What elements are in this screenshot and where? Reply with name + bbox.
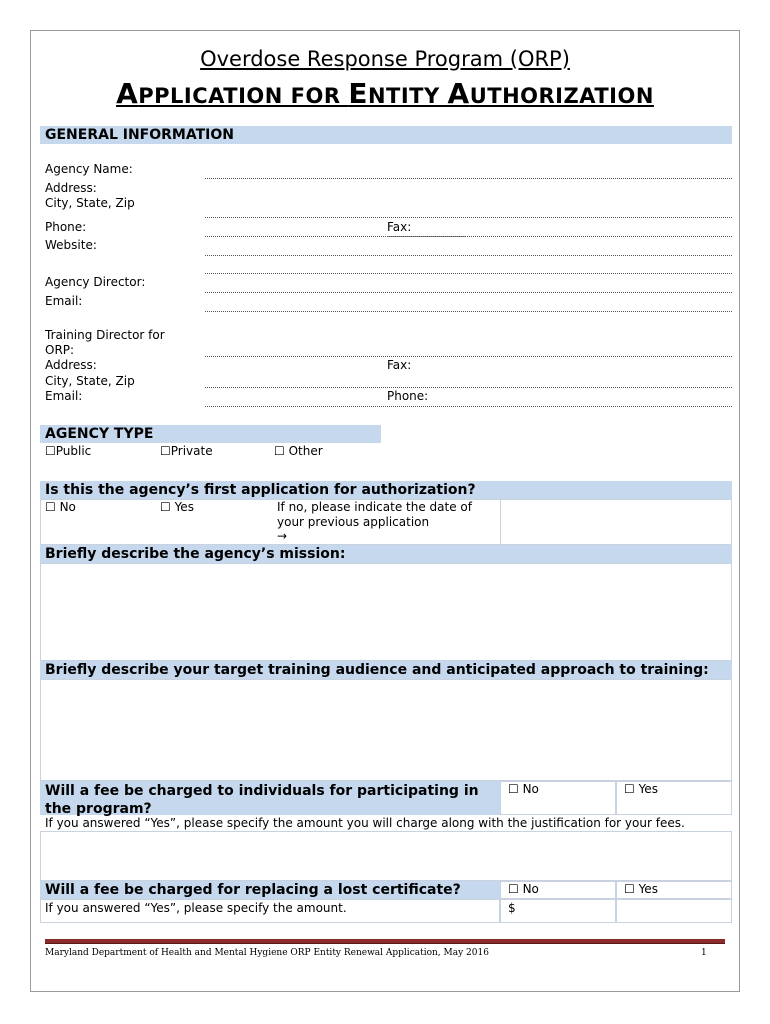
fee-specify-instruction: If you answered “Yes”, please specify the amount you will charge along with the justification for your fees.	[45, 816, 685, 830]
footer-text: Maryland Department of Health and Mental Hygiene ORP Entity Renewal Application, May 2016	[45, 948, 489, 958]
mission-heading: Briefly describe the agency’s mission:	[40, 545, 732, 563]
website-field[interactable]	[205, 255, 732, 256]
dollar-sign: $	[508, 901, 516, 915]
td-address-field[interactable]	[205, 387, 732, 388]
td-city-state-zip-label: City, State, Zip	[45, 374, 135, 388]
agency-name-field[interactable]	[205, 178, 732, 179]
td-email-label: Email:	[45, 389, 83, 403]
phone-field[interactable]	[205, 236, 732, 237]
if-no-instruction-2: your previous application	[277, 515, 430, 529]
email-label: Email:	[45, 294, 83, 308]
address-field[interactable]	[205, 217, 732, 218]
blank-line	[205, 273, 732, 274]
program-title: Overdose Response Program (ORP)	[200, 47, 570, 71]
first-app-no-checkbox[interactable]: ☐ No	[45, 500, 76, 514]
agency-name-label: Agency Name:	[45, 162, 133, 176]
first-app-yes-checkbox[interactable]: ☐ Yes	[160, 500, 194, 514]
lost-amount-field[interactable]	[500, 899, 616, 923]
address-label: Address:	[45, 181, 97, 195]
title-part: UTHORIZATION	[469, 84, 654, 108]
title-part: NTITY	[367, 84, 448, 108]
title-part: E	[348, 77, 368, 110]
email-field[interactable]	[205, 311, 732, 312]
fee-question-line-2: the program?	[45, 801, 152, 817]
footer-rule	[45, 939, 725, 944]
previous-date-field[interactable]	[500, 499, 732, 545]
fee-justification-field[interactable]	[40, 831, 732, 881]
title-part: PPLICATION FOR	[138, 84, 349, 108]
audience-heading: Briefly describe your target training audience and anticipated approach to training:	[40, 661, 732, 679]
public-checkbox[interactable]: ☐Public	[45, 444, 92, 458]
title-part: A	[116, 77, 139, 110]
website-label: Website:	[45, 238, 97, 252]
fee-question	[40, 781, 500, 815]
mission-textarea[interactable]	[40, 563, 732, 661]
general-information-heading: GENERAL INFORMATION	[40, 126, 732, 144]
training-director-label: Training Director for	[45, 328, 165, 342]
private-checkbox[interactable]: ☐Private	[160, 444, 213, 458]
fee-question-line: Will a fee be charged to individuals for participating in	[45, 783, 479, 799]
fax-label: Fax:	[387, 220, 412, 234]
audience-textarea[interactable]	[40, 679, 732, 781]
if-no-instruction: If no, please indicate the date of	[277, 500, 472, 514]
phone-label: Phone:	[45, 220, 87, 234]
td-email-field[interactable]	[205, 406, 732, 407]
lost-specify-instruction: If you answered “Yes”, please specify the amount.	[45, 901, 347, 915]
other-checkbox[interactable]: ☐ Other	[274, 444, 323, 458]
fee-no-checkbox[interactable]: ☐ No	[508, 782, 539, 796]
lost-amount-extra-cell	[616, 899, 732, 923]
lost-no-checkbox[interactable]: ☐ No	[508, 882, 539, 896]
city-state-zip-label: City, State, Zip	[45, 196, 135, 210]
training-director-field[interactable]	[205, 356, 732, 357]
td-phone-label: Phone:	[387, 389, 429, 403]
arrow-right-icon: →	[277, 529, 288, 543]
page-number: 1	[701, 948, 707, 958]
training-director-label-2: ORP:	[45, 343, 75, 357]
fee-yes-checkbox[interactable]: ☐ Yes	[624, 782, 658, 796]
td-address-label: Address:	[45, 358, 97, 372]
agency-director-field[interactable]	[205, 292, 732, 293]
first-application-heading: Is this the agency’s first application for authorization?	[40, 481, 732, 499]
lost-certificate-question: Will a fee be charged for replacing a lost certificate?	[40, 881, 500, 899]
agency-director-label: Agency Director:	[45, 275, 146, 289]
form-title	[0, 77, 770, 110]
title-part: A	[447, 77, 470, 110]
td-fax-label: Fax:	[387, 358, 412, 372]
agency-type-heading: AGENCY TYPE	[40, 425, 381, 443]
lost-yes-checkbox[interactable]: ☐ Yes	[624, 882, 658, 896]
